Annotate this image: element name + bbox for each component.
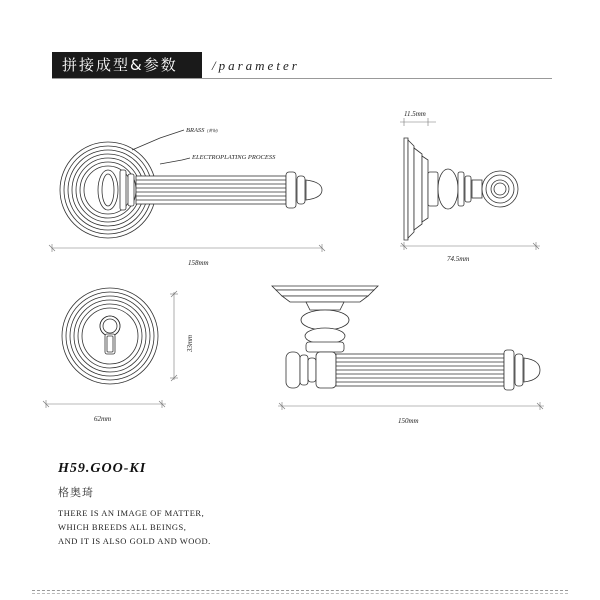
dim-line-158 xyxy=(49,244,325,252)
product-description xyxy=(58,506,211,548)
dim-label-150: 150mm xyxy=(398,417,419,425)
process-label: ELECTROPLATING PROCESS xyxy=(192,154,276,161)
top-view-handle xyxy=(272,286,540,390)
footer-divider xyxy=(32,590,568,591)
dim-label-33: 33mm xyxy=(186,334,194,352)
model-name-cn: 格奥琦 xyxy=(58,486,94,499)
dim-label-158: 158mm xyxy=(188,259,209,267)
dim-label-74-5: 74.5mm xyxy=(447,255,470,263)
dim-line-62 xyxy=(43,400,166,408)
side-view-handle xyxy=(404,138,518,240)
dim-label-62: 62mm xyxy=(94,415,112,423)
description-line: THERE IS AN IMAGE OF MATTER, xyxy=(58,508,205,518)
dim-line-74-5 xyxy=(400,242,540,250)
escutcheon-rosette xyxy=(62,288,158,384)
front-view-handle xyxy=(60,130,322,238)
dim-line-11-5 xyxy=(400,118,436,126)
section-subtitle: /parameter xyxy=(212,58,300,73)
footer-divider-secondary xyxy=(32,593,568,594)
description-line: WHICH BREEDS ALL BEINGS, xyxy=(58,522,187,532)
dim-line-150 xyxy=(278,402,544,410)
material-label: BRASS xyxy=(186,127,205,134)
dim-line-33 xyxy=(170,291,178,381)
dim-label-11-5: 11.5mm xyxy=(404,110,426,118)
section-title: 拼接成型&参数 xyxy=(52,52,202,78)
material-sup-label: (黄铜) xyxy=(207,128,218,133)
description-line: AND IT IS ALSO GOLD AND WOOD. xyxy=(58,536,211,546)
model-number: H59.GOO-KI xyxy=(58,461,147,476)
